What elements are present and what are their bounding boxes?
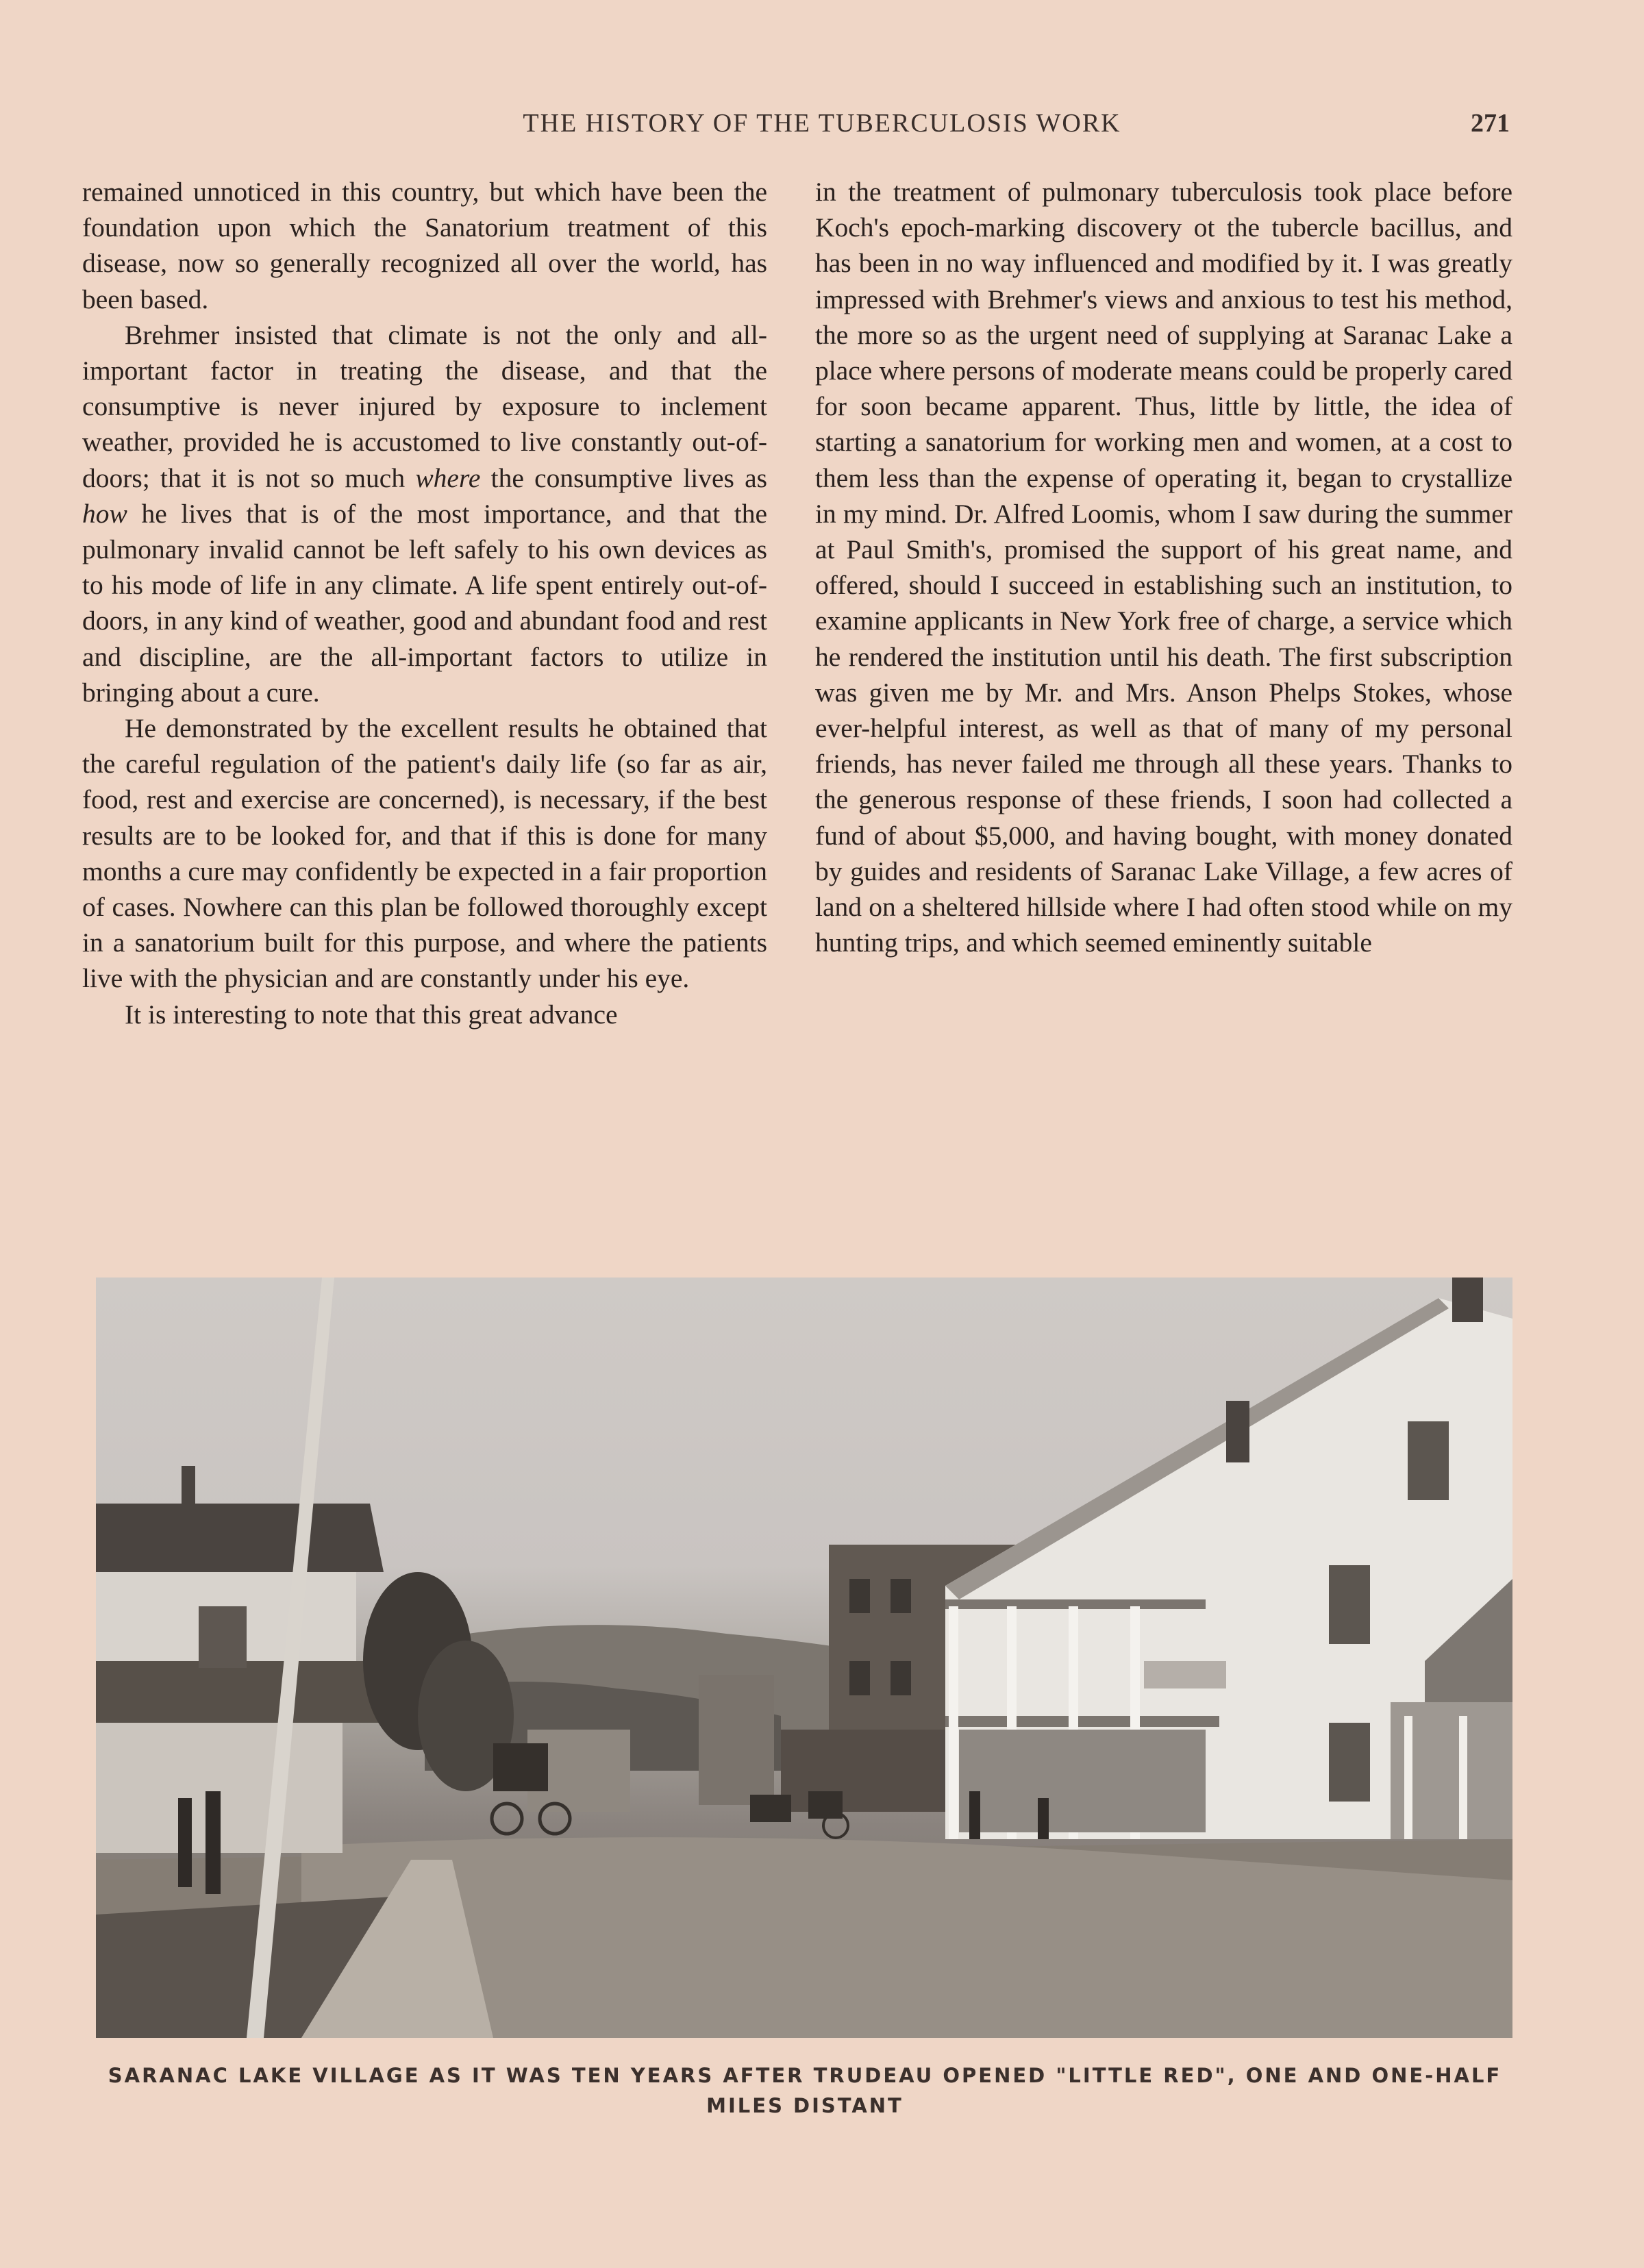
right-column (815, 174, 1512, 960)
running-head (0, 108, 1644, 147)
left-paragraph-2-part-c: he lives that is of the most importance, and that the pulmonary invalid cannot be left safely to his own devices as to his mode of life in any climate. A life spent entirely out-of-doors, in any kind of weather, good and abundant food and rest and discipline, are the all-important factors to utilize in bringing about a cure. (82, 498, 767, 708)
left-column (82, 174, 767, 1032)
running-title: THE HISTORY OF THE TUBERCULOSIS WORK (523, 109, 1121, 138)
page-number: 271 (1471, 109, 1510, 138)
left-paragraph-3: He demonstrated by the excellent results he obtained that the careful regulation of the patient's daily life (so far as air, food, rest and exercise are concerned), is necessary, if the best results are to be looked for, and that if this is done for many months a cure may confidently be expected in a fair proportion of cases. Nowhere can this plan be followed thoroughly except in a sanatorium built for this purpose, and where the patients live with the physician and are constantly under his eye. (82, 713, 767, 994)
figure-caption: SARANAC LAKE VILLAGE AS IT WAS TEN YEARS AFTER TRUDEAU OPENED "LITTLE RED", ONE AND ONE-HALF MILES DISTANT (108, 2064, 1502, 2117)
left-paragraph-4: It is interesting to note that this great advance (125, 999, 618, 1030)
left-house (96, 1466, 404, 1853)
left-paragraph-2-part-b: the consumptive lives as (480, 462, 767, 493)
right-paragraph-1: in the treatment of pulmonary tuberculosis took place before Koch's epoch-marking discovery ot the tubercle bacillus, and has been in no way influenced and modified by it. I was greatly impressed with Brehmer's views and anxious to test his method, the more so as the urgent need of supplying at Saranac Lake a place where persons of moderate means could be properly cared for soon became apparent. Thus, little by little, the idea of starting a sanatorium for working men and women, at a cost to them less than the expense of operating it, began to crystallize in my mind. Dr. Alfred Loomis, whom I saw during the summer at Paul Smith's, promised the support of his great name, and offered, should I succeed in establishing such an institution, to examine applicants in New York free of charge, a service which he rendered the institution until his death. The first subscription was given me by Mr. and Mrs. Anson Phelps Stokes, whose ever-helpful interest, as well as that of many of my personal friends, has never failed me through all these years. Thanks to the generous response of these friends, I soon had collected a fund of about $5,000, and having bought, with money donated by guides and residents of Saranac Lake Village, a few acres of land on a sheltered hillside where I had often stood while on my hunting trips, and which seemed eminently suitable (815, 177, 1512, 958)
village-street-photo (96, 1278, 1512, 2038)
white-hotel-building (945, 1278, 1512, 1839)
italic-how: how (82, 498, 127, 529)
left-paragraph-2 (82, 317, 767, 710)
left-paragraph-1: remained unnoticed in this country, but which have been the foundation upon which the Sanatorium treatment of this disease, now so generally recognized all over the world, has been based. (82, 177, 767, 314)
village-street-illustration (96, 1278, 1512, 2038)
italic-where: where (415, 462, 481, 493)
left-paragraph-2-part-a: Brehmer insisted that climate is not the only and all-important factor in treating the disease, and that the consumptive is never injured by exposure to inclement weather, provided he is accustomed to live constantly out-of-doors; that it is not so much (82, 319, 767, 493)
